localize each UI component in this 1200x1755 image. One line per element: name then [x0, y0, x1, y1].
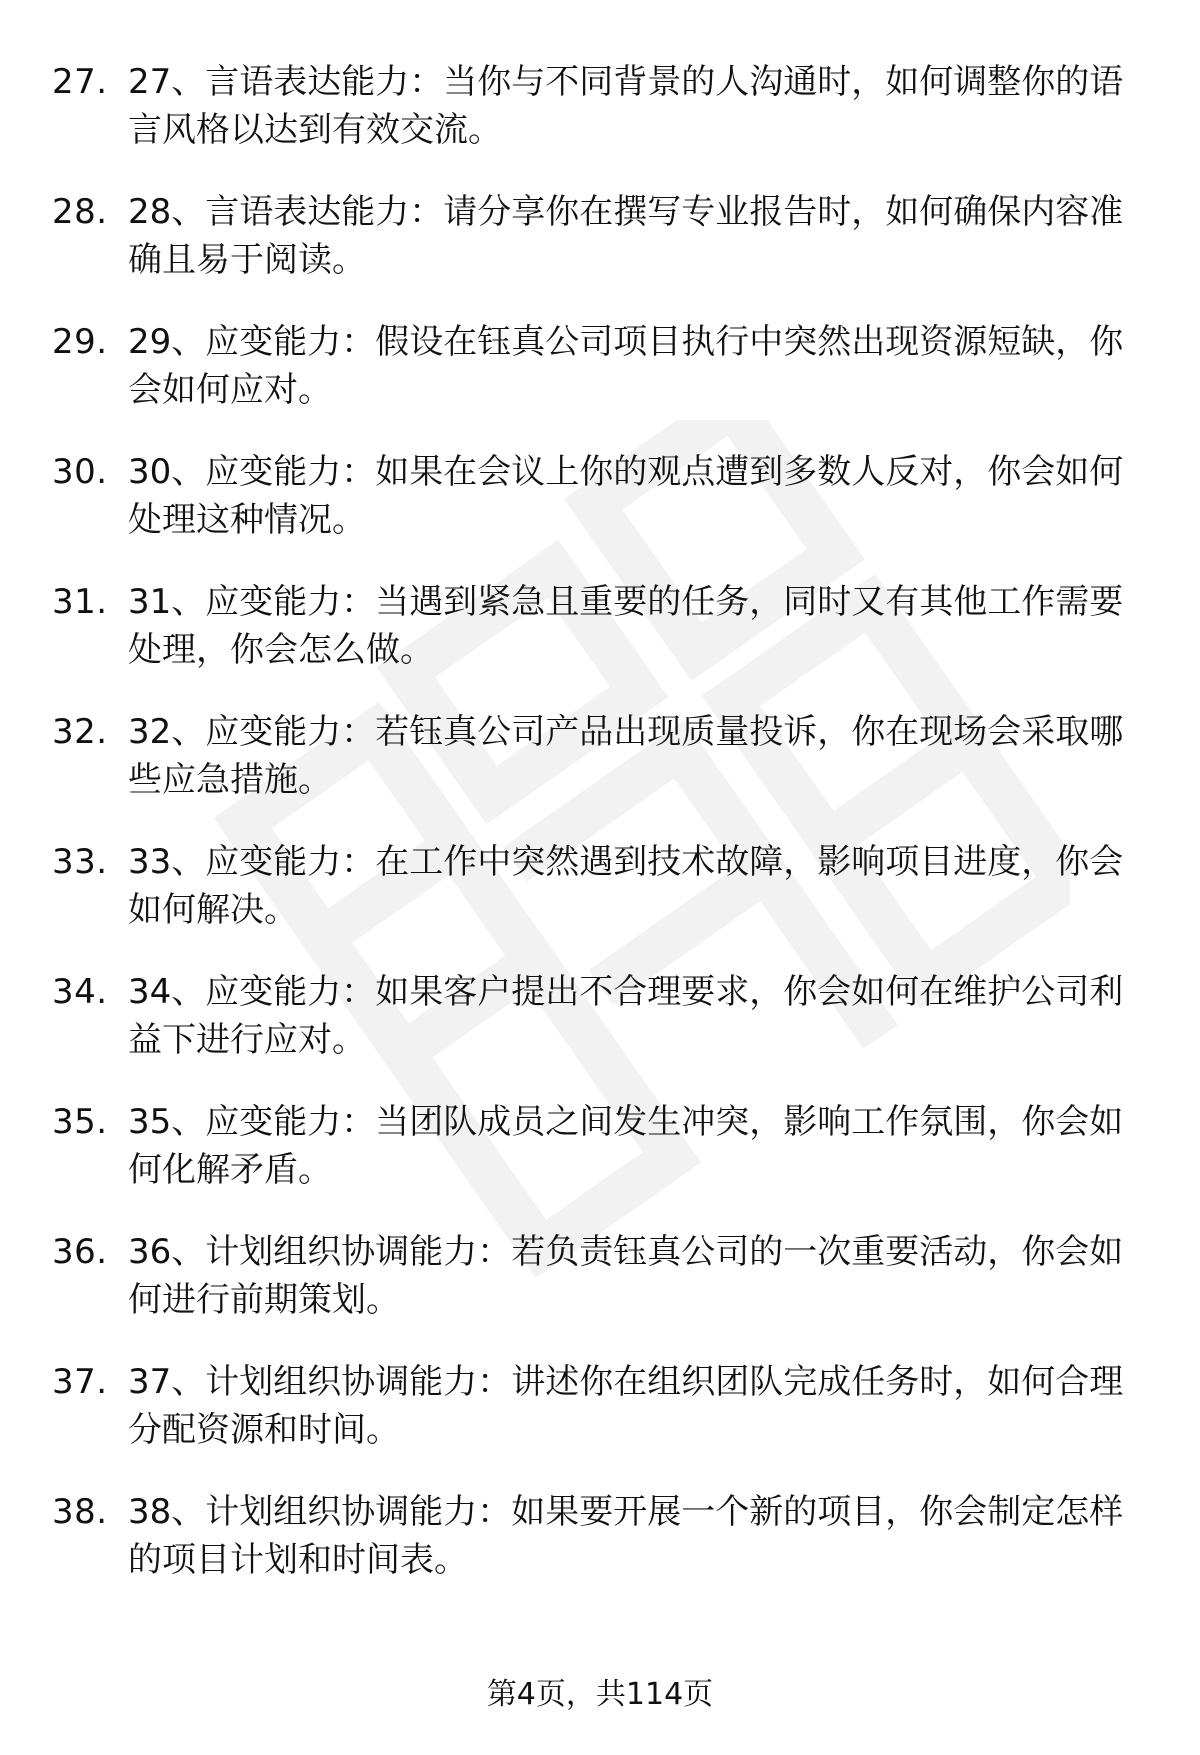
- question-number: 32.: [52, 712, 108, 752]
- question-text: 37、计划组织协调能力：讲述你在组织团队完成任务时，如何合理分配资源和时间。: [128, 1362, 1124, 1450]
- question-item-37: [0, 1358, 1200, 1488]
- question-item-36: [0, 1228, 1200, 1358]
- question-text: 38、计划组织协调能力：如果要开展一个新的项目，你会制定怎样的项目计划和时间表。: [128, 1492, 1124, 1580]
- question-item-27: [0, 58, 1200, 188]
- question-number: 33.: [52, 842, 108, 882]
- question-item-29: [0, 318, 1200, 448]
- question-text: 36、计划组织协调能力：若负责钰真公司的一次重要活动，你会如何进行前期策划。: [128, 1232, 1124, 1320]
- question-text: 34、应变能力：如果客户提出不合理要求，你会如何在维护公司利益下进行应对。: [128, 972, 1124, 1060]
- question-item-30: [0, 448, 1200, 578]
- question-item-32: [0, 708, 1200, 838]
- question-number: 31.: [52, 582, 108, 622]
- question-number: 36.: [52, 1232, 108, 1272]
- question-item-38: [0, 1488, 1200, 1618]
- question-number: 37.: [52, 1362, 108, 1402]
- question-text: 32、应变能力：若钰真公司产品出现质量投诉，你在现场会采取哪些应急措施。: [128, 712, 1124, 800]
- question-number: 30.: [52, 452, 108, 492]
- question-item-34: [0, 968, 1200, 1098]
- question-item-28: [0, 188, 1200, 318]
- question-text: 27、言语表达能力：当你与不同背景的人沟通时，如何调整你的语言风格以达到有效交流。: [128, 62, 1124, 150]
- question-list: [0, 58, 1200, 1618]
- question-item-33: [0, 838, 1200, 968]
- question-number: 28.: [52, 192, 108, 232]
- question-text: 30、应变能力：如果在会议上你的观点遭到多数人反对，你会如何处理这种情况。: [128, 452, 1124, 540]
- question-text: 31、应变能力：当遇到紧急且重要的任务，同时又有其他工作需要处理，你会怎么做。: [128, 582, 1124, 670]
- question-number: 29.: [52, 322, 108, 362]
- question-text: 35、应变能力：当团队成员之间发生冲突，影响工作氛围，你会如何化解矛盾。: [128, 1102, 1124, 1190]
- question-text: 33、应变能力：在工作中突然遇到技术故障，影响项目进度，你会如何解决。: [128, 842, 1124, 930]
- question-number: 27.: [52, 62, 108, 102]
- question-number: 38.: [52, 1492, 108, 1532]
- question-item-35: [0, 1098, 1200, 1228]
- question-item-31: [0, 578, 1200, 708]
- page-footer: 第4页，共114页: [486, 1677, 714, 1712]
- question-number: 35.: [52, 1102, 108, 1142]
- question-text: 28、言语表达能力：请分享你在撰写专业报告时，如何确保内容准确且易于阅读。: [128, 192, 1124, 280]
- question-text: 29、应变能力：假设在钰真公司项目执行中突然出现资源短缺，你会如何应对。: [128, 322, 1124, 410]
- question-number: 34.: [52, 972, 108, 1012]
